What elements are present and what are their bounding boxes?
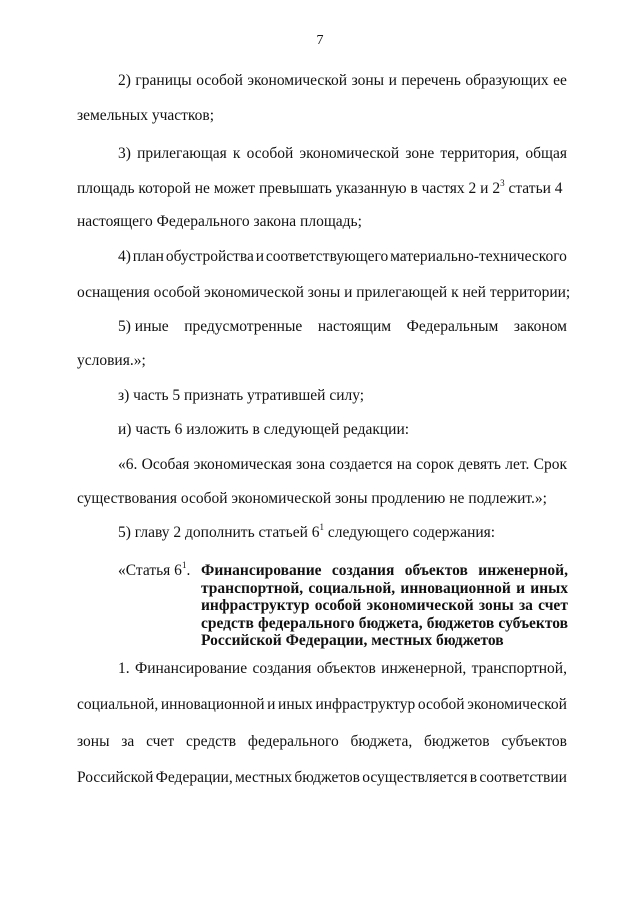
word: инфраструктур [315, 696, 416, 713]
word: 3) [118, 145, 131, 162]
word: лет. [505, 456, 530, 473]
paragraph-line [118, 456, 567, 474]
word: бюджетов [424, 733, 490, 750]
word: зона [296, 456, 326, 473]
word: создания [252, 660, 312, 677]
paragraph-line: площадь которой не может превышать указанную в частях 2 и $2^3$ статьи 4 [77, 178, 563, 197]
word: границы [135, 72, 192, 89]
article-label: «Статья $6^1$. [118, 560, 191, 579]
word: Особая [141, 456, 190, 473]
word: и [255, 248, 265, 265]
word: инфраструктур [201, 597, 310, 614]
word: сорок [416, 456, 454, 473]
word: предусмотренные [184, 318, 303, 335]
word: Финансирование [201, 562, 322, 579]
paragraph-line: з) часть 5 признать утратившей силу; [118, 387, 365, 404]
word: обустройства [165, 248, 254, 265]
word: территория, [440, 145, 520, 162]
word: зоны [77, 733, 110, 750]
word: осуществляется [362, 769, 468, 786]
word: и [388, 72, 397, 89]
word: план [132, 248, 164, 265]
word: социальной, [308, 579, 396, 597]
word: субъектов [501, 733, 567, 750]
article-title-line [201, 632, 568, 650]
word: Федеральным [406, 318, 499, 335]
word: инновационной [400, 579, 511, 597]
word: перечень [401, 72, 461, 89]
word: бюджетов [426, 614, 495, 632]
word: Срок [533, 456, 567, 473]
page-number: 7 [316, 33, 324, 48]
word: создания [331, 562, 395, 579]
word: бюджетов [294, 769, 360, 786]
word: 4) [118, 248, 131, 265]
article-title [201, 562, 568, 650]
word: девять [458, 456, 501, 473]
word: местных [234, 769, 293, 786]
word: 2) [118, 72, 131, 89]
paragraph-line [77, 769, 567, 787]
paragraph-line: земельных участков; [77, 107, 215, 124]
word: особой [196, 72, 243, 89]
paragraph-line [118, 248, 567, 266]
paragraph-line [118, 72, 567, 90]
word: 1. [118, 660, 130, 677]
word: и [516, 579, 526, 597]
word: создается [329, 456, 393, 473]
word: в [469, 769, 478, 786]
word: инженерной, [381, 660, 467, 677]
word: общая [525, 145, 567, 162]
word: Федерации, [155, 769, 233, 786]
paragraph-line: условия.»; [77, 352, 146, 369]
paragraph-line [118, 145, 567, 163]
article-title-line [201, 597, 568, 615]
word: счет [538, 597, 568, 614]
word: бюджета, [350, 733, 413, 750]
article-title-line [201, 615, 568, 633]
word: бюджета, [358, 614, 423, 632]
article-title-line [201, 562, 568, 580]
word: экономическая [193, 456, 292, 473]
word: прилегающая [137, 145, 227, 162]
word: Финансирование [134, 660, 248, 677]
word: образующих [465, 72, 549, 89]
word: за [518, 597, 533, 614]
word: соответствии [479, 769, 567, 786]
word: зоне [405, 145, 435, 162]
word: экономической [247, 72, 348, 89]
word: средств [185, 733, 237, 750]
word: законом [513, 318, 567, 335]
word: экономической [366, 597, 474, 614]
word: особой [417, 696, 465, 713]
word: иных [530, 579, 568, 597]
word: и [267, 696, 276, 713]
paragraph-line: существования особой экономической зоны продлению не подлежит.»; [77, 490, 547, 507]
word: Российской [77, 769, 154, 786]
word: транспортной, [201, 579, 304, 597]
word: объектов [316, 660, 376, 677]
word: к [232, 145, 241, 162]
paragraph-line [77, 696, 567, 714]
word: федерального [257, 614, 355, 632]
word: объектов [404, 562, 468, 579]
paragraph-line: и) часть 6 изложить в следующей редакции: [118, 421, 410, 438]
word: средств [201, 614, 254, 632]
paragraph-line [118, 660, 567, 678]
paragraph-line [118, 318, 567, 336]
word: экономической [299, 145, 400, 162]
word: 5) иные [118, 318, 169, 335]
paragraph-line: 5) главу 2 дополнить статьей $6^1$ следующего содержания: [118, 522, 496, 541]
word: социальной, [77, 696, 159, 713]
word: иных [278, 696, 313, 713]
word: инновационной [160, 696, 265, 713]
word: счет [146, 733, 175, 750]
word: федерального [247, 733, 339, 750]
word: Российской Федерации, местных бюджетов [201, 632, 504, 649]
word: настоящим [317, 318, 392, 335]
paragraph-line [77, 733, 567, 751]
word: транспортной, [471, 660, 567, 677]
paragraph-line: настоящего Федерального закона площадь; [77, 213, 362, 230]
word: ее [553, 72, 567, 89]
word: субъектов [498, 614, 568, 632]
article-title-line [201, 580, 568, 598]
word: зоны [351, 72, 385, 89]
word: инженерной, [478, 562, 568, 579]
word: материально-технического [390, 248, 567, 265]
word: на [396, 456, 412, 473]
paragraph-line: оснащения особой экономической зоны и прилегающей к ней территории; [77, 284, 571, 301]
word: зоны [478, 597, 514, 614]
word: за [121, 733, 135, 750]
word: «6. [118, 456, 138, 473]
word: особой [314, 597, 362, 614]
word: особой [246, 145, 294, 162]
word: экономической [467, 696, 567, 713]
word: соответствующего [265, 248, 389, 265]
